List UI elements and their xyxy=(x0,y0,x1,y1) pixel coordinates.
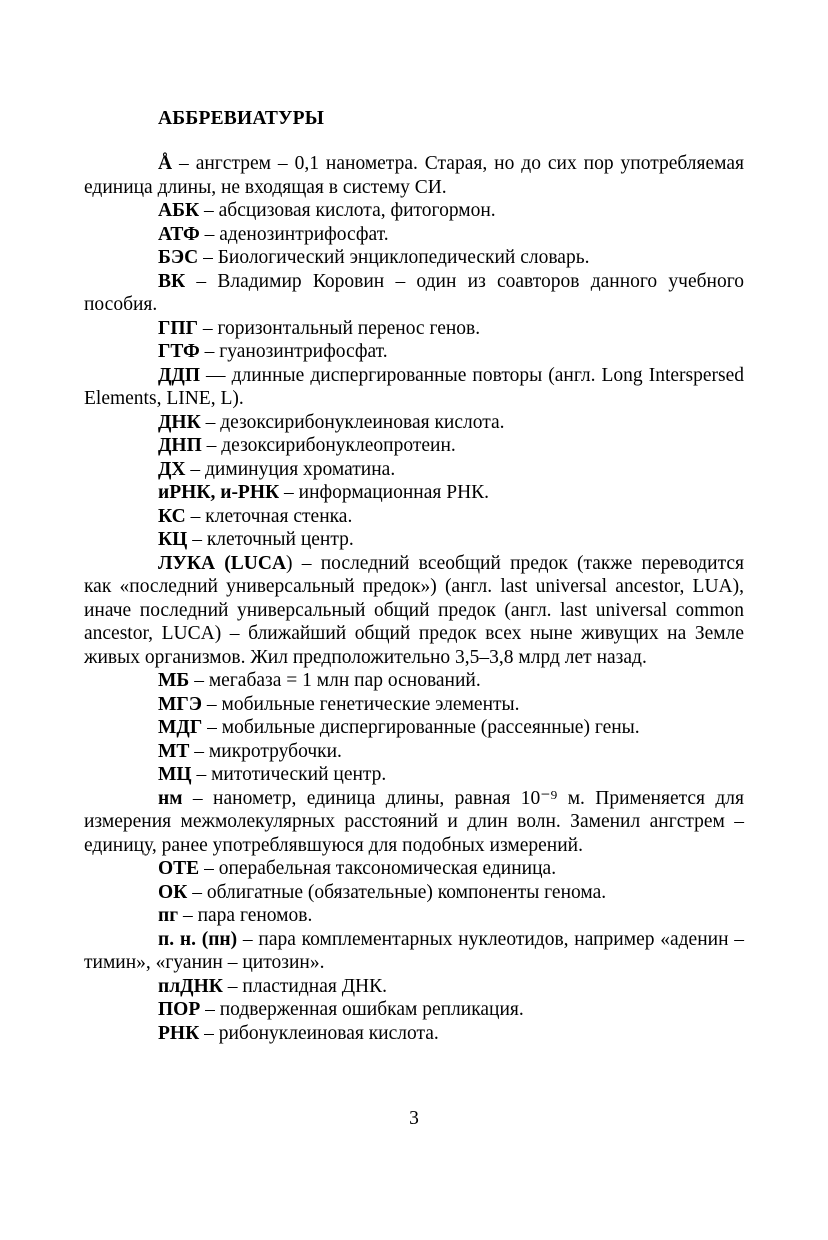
abbreviation-term: МДГ xyxy=(158,717,203,738)
abbreviation-term: ДХ xyxy=(158,458,186,480)
abbreviation-definition: – ангстрем – 0,1 нанометра. Старая, но до сих пор употребляемая единица длины, не входящая в систему СИ. xyxy=(84,153,744,198)
list-item xyxy=(84,975,744,999)
list-item xyxy=(84,1022,744,1046)
abbreviation-definition: – микротрубочки. xyxy=(189,740,342,762)
list-item xyxy=(84,928,744,975)
list-item xyxy=(84,223,744,247)
abbreviation-term: МБ xyxy=(158,670,190,691)
abbreviation-term: МГЭ xyxy=(158,693,203,715)
list-item xyxy=(84,270,744,317)
abbreviation-term: БЭС xyxy=(158,247,199,268)
abbreviation-definition: – облигатные (обязательные) компоненты генома. xyxy=(187,881,607,903)
list-item xyxy=(84,740,744,764)
abbreviation-definition: – пластидная ДНК. xyxy=(222,975,387,997)
list-item xyxy=(84,904,744,928)
abbreviation-term: АБК xyxy=(158,200,200,221)
list-item xyxy=(84,481,744,505)
abbreviation-definition: – Владимир Коровин – один из соавторов данного учебного пособия. xyxy=(84,270,744,315)
abbreviation-definition: – дезоксирибонуклеопротеин. xyxy=(201,435,456,456)
abbreviation-definition: – пара геномов. xyxy=(178,905,313,926)
list-item xyxy=(84,246,744,270)
abbreviation-definition: – клеточная стенка. xyxy=(185,505,353,527)
abbreviation-definition: – абсцизовая кислота, фитогормон. xyxy=(199,200,496,221)
abbreviation-definition: – подверженная ошибкам репликация. xyxy=(200,999,524,1020)
abbreviation-term: ОТЕ xyxy=(158,858,200,879)
abbreviation-term: иРНК, и-РНК xyxy=(158,482,280,503)
list-item xyxy=(84,857,744,881)
abbreviation-definition: — длинные диспергированные повторы (англ. Long Interspersed Elements, LINE, L). xyxy=(84,364,744,409)
abbreviation-definition: – пара комплементарных нуклеотидов, например «аденин – тимин», «гуанин – цитозин». xyxy=(84,928,744,973)
list-item xyxy=(84,528,744,552)
abbreviation-term: ГТФ xyxy=(158,341,200,362)
abbreviation-definition: – клеточный центр. xyxy=(187,529,354,550)
abbreviation-definition: – аденозинтрифосфат. xyxy=(199,223,389,245)
abbreviation-term: ОК xyxy=(158,881,188,903)
abbreviation-term: ГПГ xyxy=(158,317,198,339)
abbreviation-term: АТФ xyxy=(158,223,200,245)
abbreviation-term: ПОР xyxy=(158,999,201,1020)
list-item xyxy=(84,458,744,482)
abbreviation-term: МТ xyxy=(158,740,190,762)
abbreviation-definition: ) – последний всеобщий предок (также переводится как «последний универсальный предок») (англ. last universal ancestor, LUA), иначе последний универсальный общий предок (англ. last universal common ancestor, LUCA) – ближайший общий предок всех ныне живущих на Земле живых организмов. Жил предположительно 3,5–3,8 млрд лет назад. xyxy=(84,552,745,668)
abbreviation-term: Å xyxy=(158,153,173,174)
page-number: 3 xyxy=(409,1108,419,1129)
list-item xyxy=(84,693,744,717)
list-item xyxy=(84,364,744,411)
abbreviation-term: ЛУКА (LUCA xyxy=(158,552,287,574)
abbreviation-term: ДНК xyxy=(158,411,201,433)
list-item xyxy=(84,411,744,435)
abbreviation-term: ДНП xyxy=(158,435,202,456)
abbreviation-term: п. н. (пн) xyxy=(158,928,238,950)
abbreviation-term: ВК xyxy=(158,270,186,292)
list-item xyxy=(84,716,744,740)
abbreviation-term: КЦ xyxy=(158,529,188,550)
abbreviation-definition: – митотический центр. xyxy=(191,764,387,785)
abbreviation-definition: – мобильные диспергированные (рассеянные) гены. xyxy=(202,717,640,738)
abbreviation-term: МЦ xyxy=(158,764,192,785)
list-item xyxy=(84,881,744,905)
abbreviation-definition: – мегабаза = 1 млн пар оснований. xyxy=(189,670,481,691)
abbreviation-definition: – Биологический энциклопедический словарь. xyxy=(198,247,590,268)
abbreviation-term: пг xyxy=(158,905,179,926)
abbreviation-definition: – информационная РНК. xyxy=(279,482,490,503)
page-title: АББРЕВИАТУРЫ xyxy=(158,108,325,129)
abbreviation-list xyxy=(84,152,744,1045)
abbreviation-definition: – мобильные генетические элементы. xyxy=(202,693,520,715)
abbreviation-definition: – нанометр, единица длины, равная 10⁻⁹ м. Применяется для измерения межмолекулярных расстояний и длин волн. Заменил ангстрем – единицу, ранее употреблявшуюся для подобных измерений. xyxy=(84,787,744,856)
abbreviation-term: КС xyxy=(158,505,186,527)
abbreviation-term: ДДП xyxy=(158,364,200,386)
list-item xyxy=(84,505,744,529)
list-item xyxy=(84,199,744,223)
list-item xyxy=(84,763,744,787)
abbreviation-term: плДНК xyxy=(158,975,223,997)
abbreviation-definition: – диминуция хроматина. xyxy=(185,458,396,480)
list-item xyxy=(84,434,744,458)
abbreviation-term: нм xyxy=(158,787,183,809)
abbreviation-term: РНК xyxy=(158,1022,200,1044)
list-item xyxy=(84,998,744,1022)
list-item xyxy=(84,317,744,341)
list-item xyxy=(84,152,744,199)
abbreviation-definition: – гуанозинтрифосфат. xyxy=(199,341,388,362)
list-item xyxy=(84,340,744,364)
list-item xyxy=(84,552,744,670)
abbreviation-definition: – операбельная таксономическая единица. xyxy=(199,858,557,879)
list-item xyxy=(84,787,744,858)
abbreviation-definition: – дезоксирибонуклеиновая кислота. xyxy=(200,411,505,433)
list-item xyxy=(84,669,744,693)
abbreviation-definition: – горизонтальный перенос генов. xyxy=(197,317,481,339)
abbreviation-definition: – рибонуклеиновая кислота. xyxy=(199,1022,439,1044)
